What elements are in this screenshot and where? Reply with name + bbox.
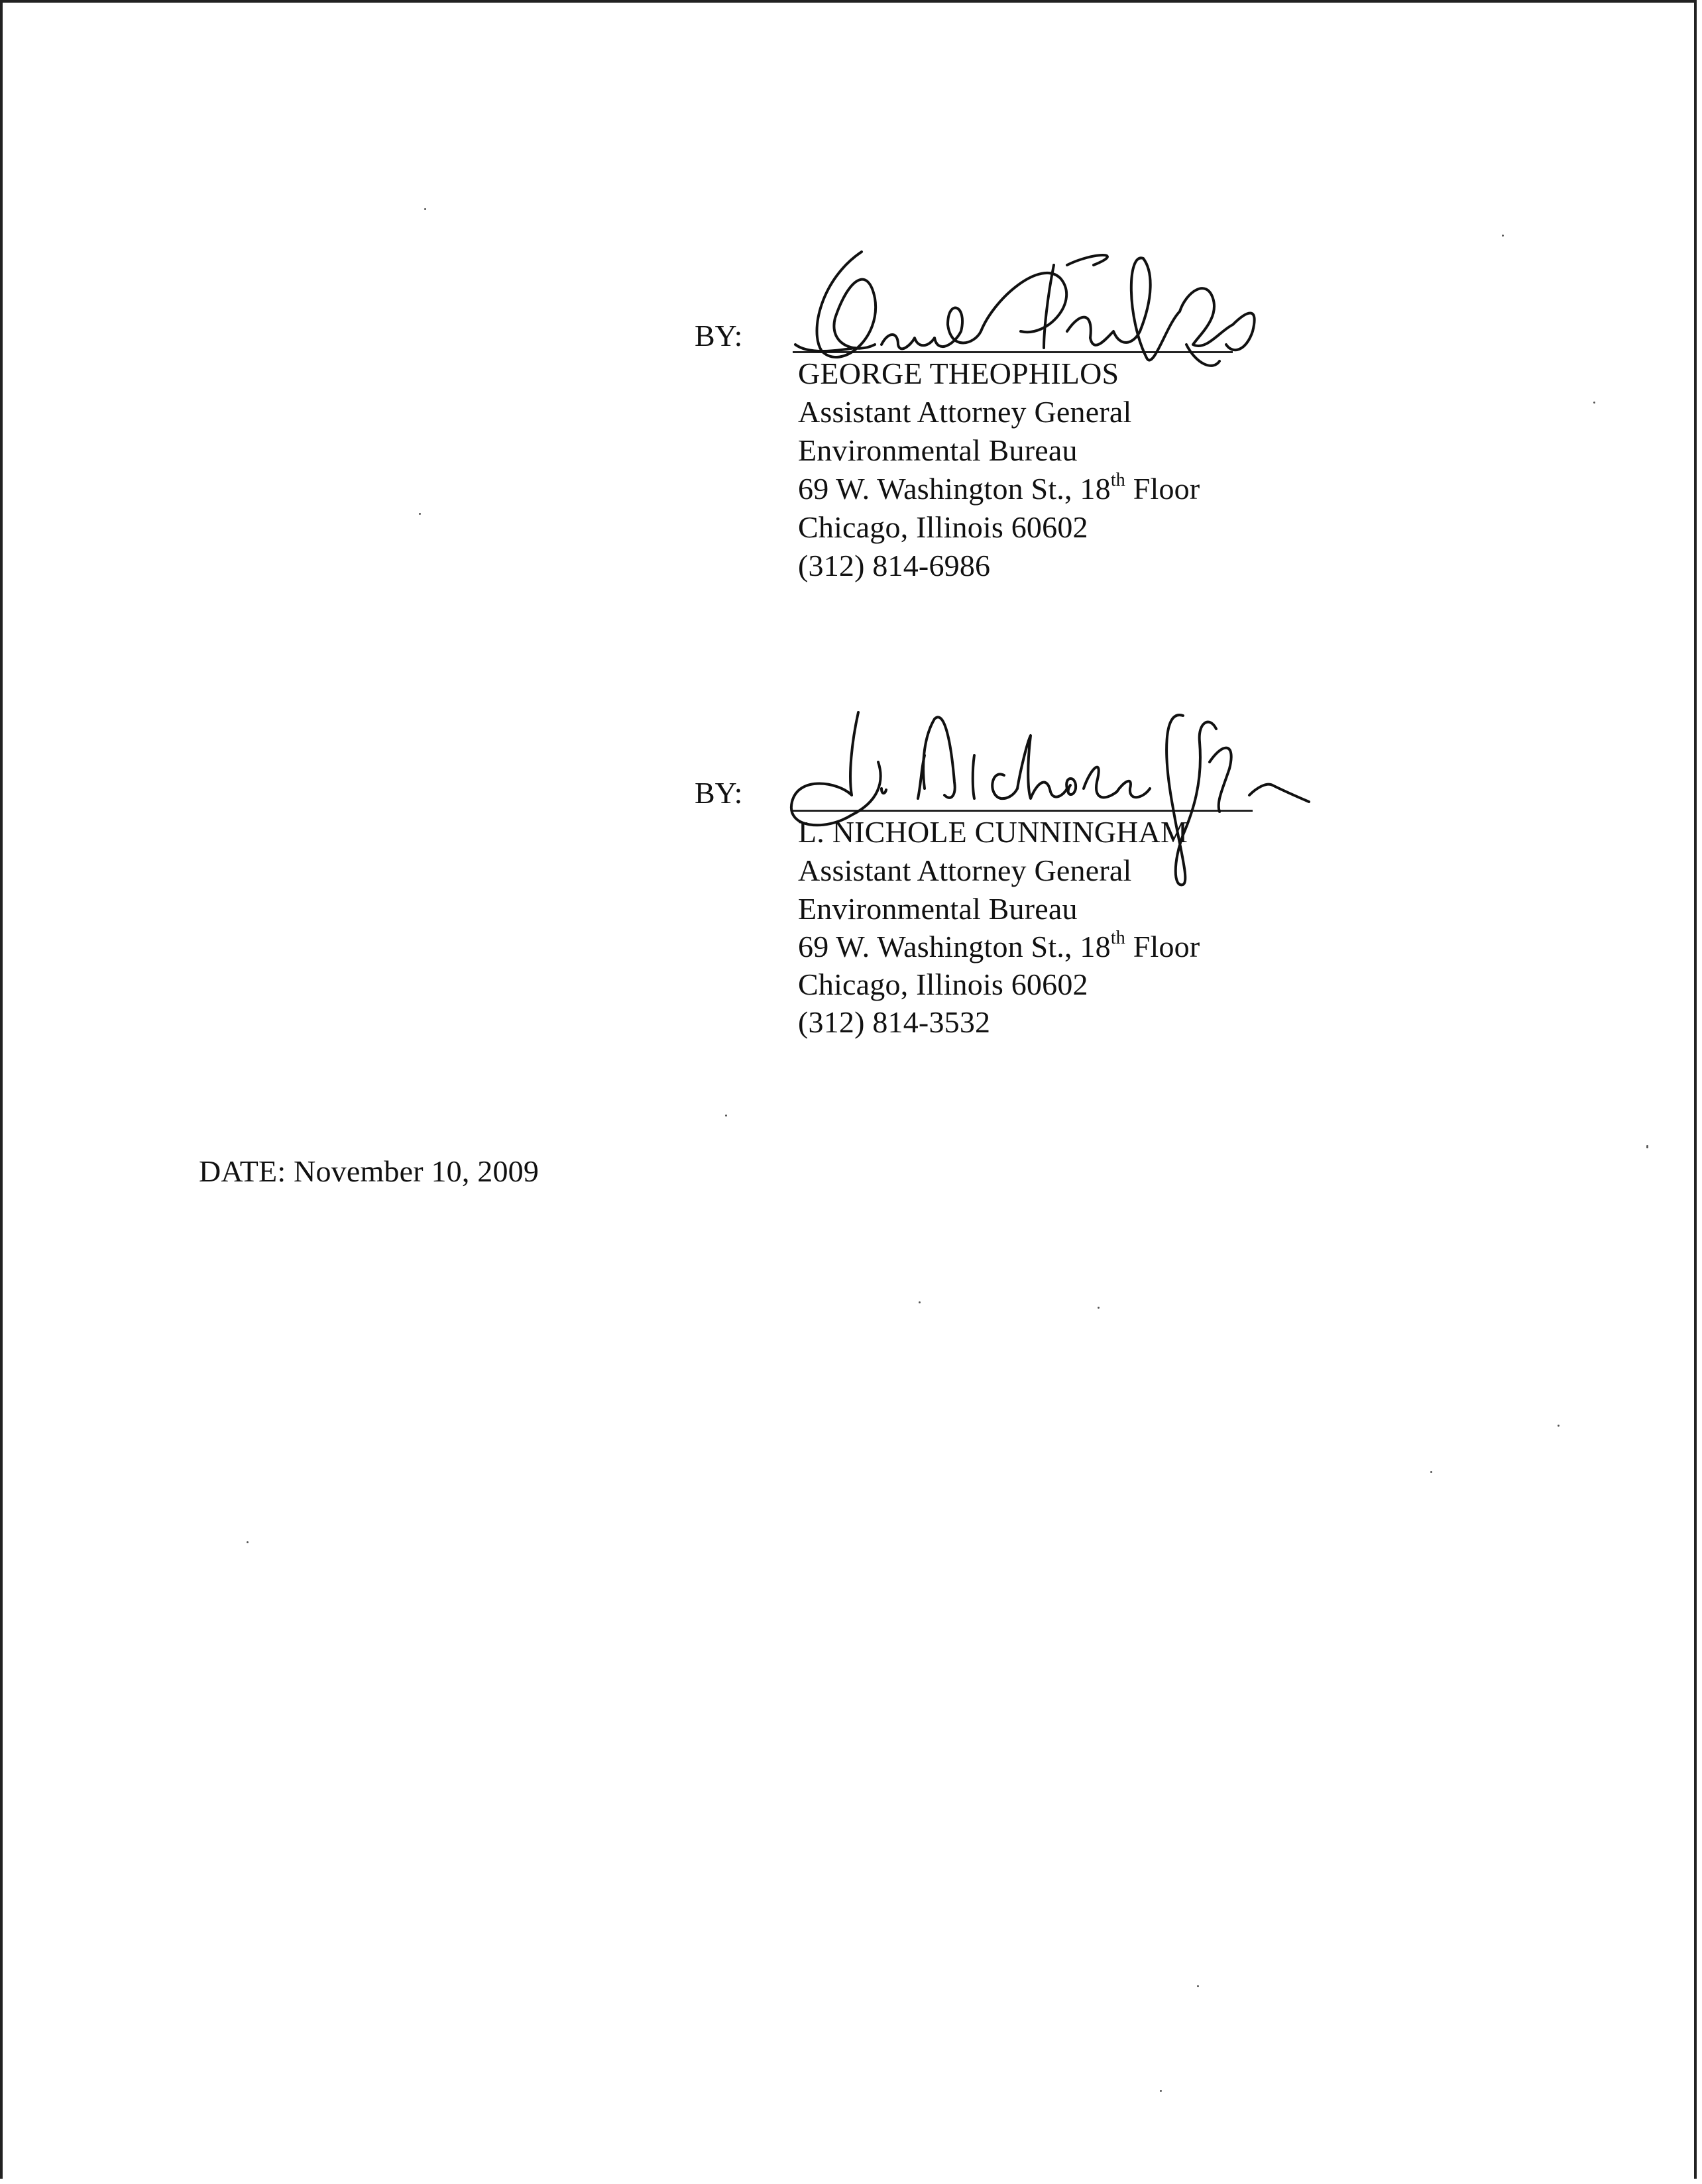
- scan-speck: [1593, 402, 1595, 404]
- street-address: [798, 928, 1200, 966]
- scan-speck: [1098, 1307, 1100, 1309]
- scan-speck: [1160, 2090, 1162, 2092]
- scan-speck: [725, 1115, 727, 1117]
- by-label: BY:: [695, 776, 743, 810]
- by-label: BY:: [695, 319, 743, 353]
- city-line: Chicago, Illinois 60602: [798, 510, 1088, 544]
- signer-title: Assistant Attorney General: [798, 395, 1132, 429]
- signer-name: GEORGE THEOPHILOS: [798, 356, 1119, 390]
- phone-number: (312) 814-6986: [798, 549, 991, 582]
- signer-title: Assistant Attorney General: [798, 853, 1132, 887]
- scan-speck: [1502, 235, 1504, 237]
- street-address-ordinal: th: [1110, 469, 1125, 490]
- department: Environmental Bureau: [798, 433, 1078, 467]
- department: Environmental Bureau: [798, 892, 1078, 926]
- signer-name: L. NICHOLE CUNNINGHAM: [798, 815, 1188, 849]
- scan-speck: [1197, 1985, 1199, 1987]
- scan-speck: [247, 1541, 249, 1543]
- scan-speck: [1646, 1146, 1648, 1148]
- scan-speck: [919, 1301, 921, 1303]
- street-address-floor: Floor: [1125, 930, 1200, 963]
- street-address-main: 69 W. Washington St., 18: [798, 472, 1111, 506]
- scan-speck: [1430, 1471, 1432, 1473]
- street-address-ordinal: th: [1110, 927, 1125, 948]
- street-address: [798, 470, 1200, 508]
- city-line: Chicago, Illinois 60602: [798, 967, 1088, 1001]
- scan-speck: [1558, 1425, 1560, 1427]
- street-address-main: 69 W. Washington St., 18: [798, 930, 1111, 963]
- scan-speck: [424, 208, 426, 210]
- street-address-floor: Floor: [1125, 472, 1200, 506]
- phone-number: (312) 814-3532: [798, 1005, 991, 1039]
- date-line: DATE: November 10, 2009: [199, 1154, 539, 1188]
- scan-speck: [419, 513, 421, 515]
